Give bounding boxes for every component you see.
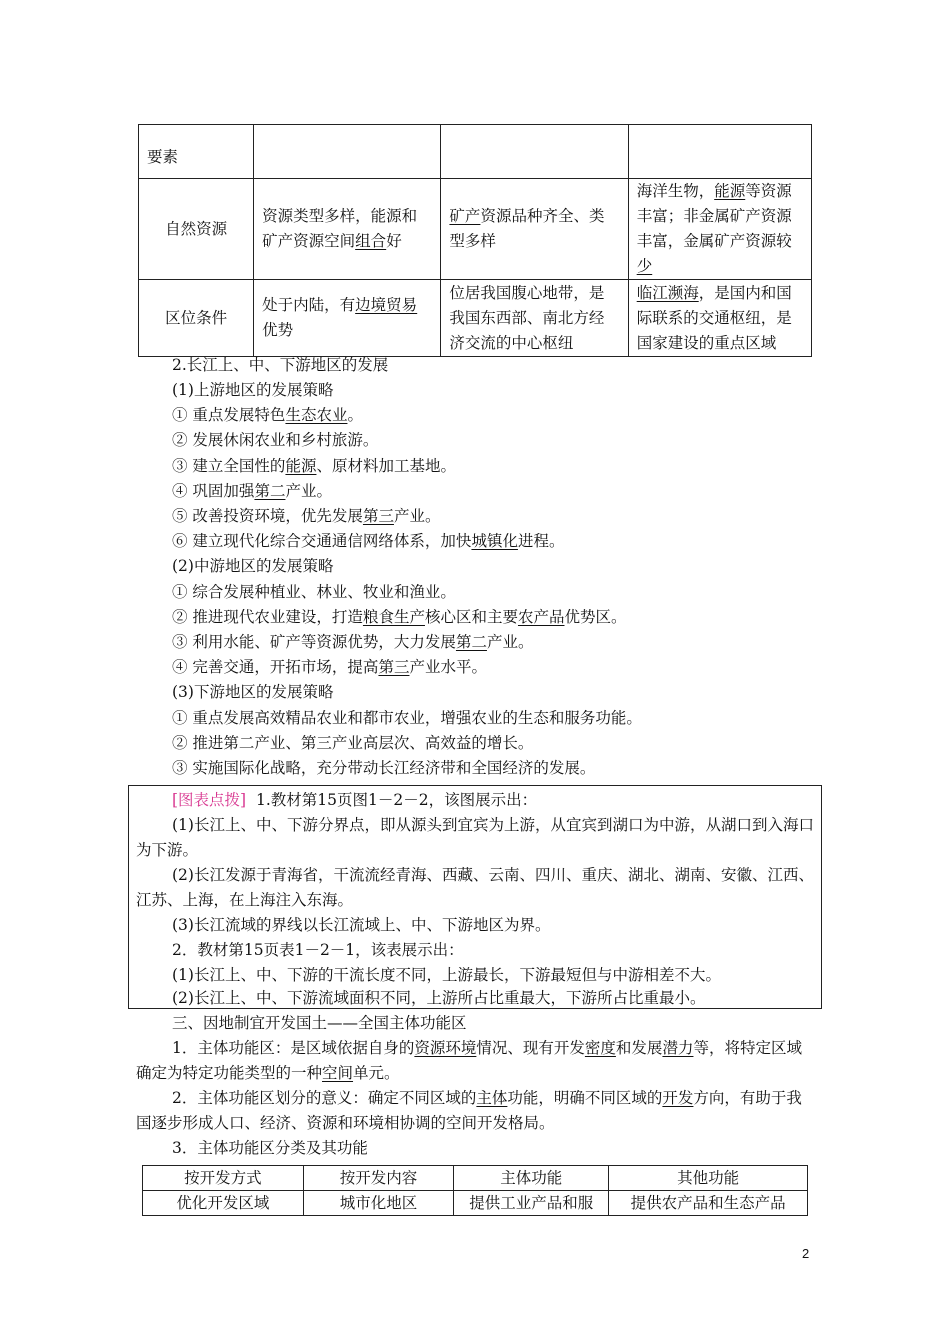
section-heading: 三、因地制宜开发国土——全国主体功能区 [172, 1014, 467, 1032]
text-run: ④ 完善交通，开拓市场，提高 [172, 658, 379, 677]
table-cell: 城市化地区 [303, 1191, 454, 1216]
text-run: 、原材料加工基地。 [316, 456, 456, 475]
classification-heading: 3．主体功能区分类及其功能 [172, 1139, 368, 1157]
blank-answer: 组合 [355, 232, 387, 250]
text-run: ① 重点发展特色 [172, 406, 286, 425]
list-item [172, 428, 378, 453]
column-header: 按开发方式 [143, 1166, 304, 1191]
blank-answer: 生态农业 [285, 406, 348, 425]
table-cell [139, 179, 254, 280]
table-cell: 提供农产品和生态产品 [609, 1191, 808, 1216]
subsection-heading [172, 680, 333, 705]
table-cell [254, 179, 441, 280]
column-header: 主体功能 [454, 1166, 609, 1191]
text-run: (3)下游地区的发展策略 [172, 683, 334, 702]
text-run: 单元。 [353, 1064, 400, 1082]
list-item [172, 529, 564, 554]
table-row [139, 280, 812, 357]
text-run: ⑥ 建立现代化综合交通通信网络体系，加快 [172, 532, 472, 551]
tips-item-2: 2．教材第15页表1－2－1，该表展示出： [172, 941, 464, 959]
function-zone-table [142, 1165, 808, 1216]
table-cell [628, 280, 811, 357]
blank-answer: 能源 [714, 182, 746, 200]
text-run: ⑤ 改善投资环境，优先发展 [172, 507, 363, 525]
text-run: ③ 建立全国性的 [172, 456, 286, 475]
table-cell [441, 125, 628, 179]
tips-paragraph: (2)长江上、中、下游流域面积不同，上游所占比重最大，下游所占比重最小。 [172, 989, 706, 1007]
text-run: 2．主体功能区划分的意义：确定不同区域的 [172, 1089, 477, 1107]
text-run: 海洋生物， [636, 182, 715, 200]
text-run: 优势 [262, 321, 294, 339]
text-run: ② 发展休闲农业和乡村旅游。 [172, 431, 379, 450]
table-row [139, 125, 812, 179]
blank-answer: 第三 [378, 658, 410, 677]
tips-paragraph: (3)长江流域的界线以长江流域上、中、下游地区为界。 [172, 916, 551, 934]
blank-answer: 边境贸易 [355, 296, 418, 314]
text-run: 位居我国腹心地带，是我国东西部、南北方经济交流的中心枢纽 [449, 283, 605, 352]
text-run: 。 [347, 406, 363, 425]
blank-answer: 临江濒海 [636, 283, 699, 302]
text-run: (2)中游地区的发展策略 [172, 557, 334, 576]
table-header-row [143, 1166, 808, 1191]
text-run: 资源类型多样，能源和矿产资源空间 [262, 207, 418, 250]
table-cell [441, 179, 628, 280]
cell-text [449, 284, 604, 352]
text-run: 好 [386, 232, 402, 250]
blank-answer: 少 [636, 257, 653, 275]
table-cell [441, 280, 628, 357]
subsection-heading [172, 554, 333, 579]
table-row [143, 1191, 808, 1216]
tips-line [172, 788, 537, 813]
list-item [172, 655, 487, 680]
section-heading: 2.长江上、中、下游地区的发展 [172, 356, 389, 374]
page-number: 2 [802, 1246, 810, 1261]
blank-answer: 城镇化 [471, 532, 518, 551]
text-run: ③ 利用水能、矿产等资源优势，大力发展 [172, 633, 456, 651]
blank-answer: 密度 [584, 1039, 616, 1057]
text-run: 核心区和主要 [424, 607, 518, 626]
paragraph-text [136, 1089, 802, 1132]
tips-tag: [图表点拨] [172, 791, 247, 809]
table-cell [628, 125, 811, 179]
table-cell [139, 280, 254, 357]
cell-text [637, 284, 792, 352]
table-cell [254, 125, 441, 179]
list-item [172, 580, 456, 605]
text-run: 产业水平。 [409, 658, 487, 677]
text-run: 进程。 [517, 532, 565, 551]
text-run: 和发展 [615, 1039, 663, 1057]
blank-answer: 空间 [322, 1064, 354, 1082]
table-cell: 优化开发区域 [143, 1191, 304, 1216]
row-label: 自然资源 [165, 219, 228, 238]
text-run: 产业。 [285, 481, 332, 500]
cell-text [262, 296, 417, 339]
text-run: 优势区。 [564, 607, 627, 626]
text-run: ，是国内和国际联系的交通枢纽，是国家建设的重点区域 [636, 283, 792, 352]
text-run: ③ 实施国际化战略，充分带动长江经济带和全国经济的发展。 [172, 759, 596, 777]
list-item [172, 403, 363, 428]
list-item [172, 630, 533, 655]
text-run: 功能，明确不同区域的 [507, 1089, 663, 1107]
cell-text [262, 207, 417, 250]
list-item [172, 454, 456, 479]
tips-paragraph: (1)长江上、中、下游的干流长度不同，上游最长，下游最短但与中游相差不大。 [172, 966, 721, 984]
text-run: (1)上游地区的发展策略 [172, 381, 334, 399]
blank-answer: 潜力 [662, 1039, 694, 1057]
blank-answer: 矿产 [449, 207, 481, 225]
text-run: ② 推进现代农业建设，打造 [172, 607, 363, 626]
text-run: 1．主体功能区：是区域依据自身的 [172, 1039, 415, 1057]
significance-paragraph [136, 1086, 816, 1136]
list-item [172, 731, 533, 756]
list-item [172, 706, 642, 731]
table-cell: 提供工业产品和服 [454, 1191, 609, 1216]
text-run: 情况、现有开发 [476, 1039, 585, 1057]
blank-answer: 粮食生产 [362, 607, 425, 626]
text-run: ① 重点发展高效精品农业和都市农业，增强农业的生态和服务功能。 [172, 708, 642, 727]
text-run: 等，将特定区域确定为特定功能类型的一种 [136, 1039, 802, 1082]
header-cell-text: 要素 [147, 148, 179, 166]
blank-answer: 第二 [455, 633, 487, 651]
list-item [172, 504, 440, 529]
region-comparison-table [138, 124, 812, 357]
paragraph-text [136, 1039, 802, 1082]
table-cell [628, 179, 811, 280]
column-header: 其他功能 [609, 1166, 808, 1191]
text-run: 资源品种齐全、类型多样 [449, 207, 605, 250]
table-row [139, 179, 812, 280]
list-item [172, 479, 332, 504]
row-label: 区位条件 [165, 308, 228, 327]
tips-paragraph: (1)长江上、中、下游分界点，即从源头到宜宾为上游，从宜宾到湖口为中游，从湖口到入海口为下游。 [136, 816, 814, 859]
blank-answer: 能源 [285, 456, 317, 475]
text-run: 产业。 [486, 633, 534, 651]
cell-text [449, 207, 604, 250]
list-item [172, 756, 595, 781]
tips-item-1: 1.教材第15页图1－2－2，该图展示出： [255, 791, 538, 809]
table-cell [254, 280, 441, 357]
blank-answer: 主体 [476, 1089, 508, 1107]
column-header: 按开发内容 [303, 1166, 454, 1191]
chart-tips-box [128, 785, 822, 1009]
text-run: 方向，有助于我国逐步形成人口、经济、资源和环境相协调的空间开发格局。 [136, 1089, 802, 1132]
blank-answer: 第二 [254, 481, 286, 500]
blank-answer: 农产品 [517, 607, 565, 626]
blank-answer: 开发 [662, 1089, 694, 1107]
tips-paragraph: (2)长江发源于青海省，干流流经青海、西藏、云南、四川、重庆、湖北、湖南、安徽、江西、江苏、上海，在上海注入东海。 [136, 866, 814, 909]
text-run: ② 推进第二产业、第三产业高层次、高效益的增长。 [172, 733, 534, 752]
text-run: 等资源丰富；非金属矿产资源丰富，金属矿产资源较 [636, 182, 792, 250]
definition-paragraph [136, 1036, 816, 1086]
table-cell [139, 125, 254, 179]
subsection-heading [172, 378, 333, 403]
blank-answer: 资源环境 [414, 1039, 477, 1057]
list-item [172, 605, 627, 630]
cell-text [637, 182, 792, 275]
text-run: 处于内陆，有 [262, 296, 356, 314]
text-run: 产业。 [393, 507, 441, 525]
text-run: ① 综合发展种植业、林业、牧业和渔业。 [172, 582, 456, 601]
blank-answer: 第三 [362, 507, 394, 525]
text-run: ④ 巩固加强 [172, 481, 255, 500]
